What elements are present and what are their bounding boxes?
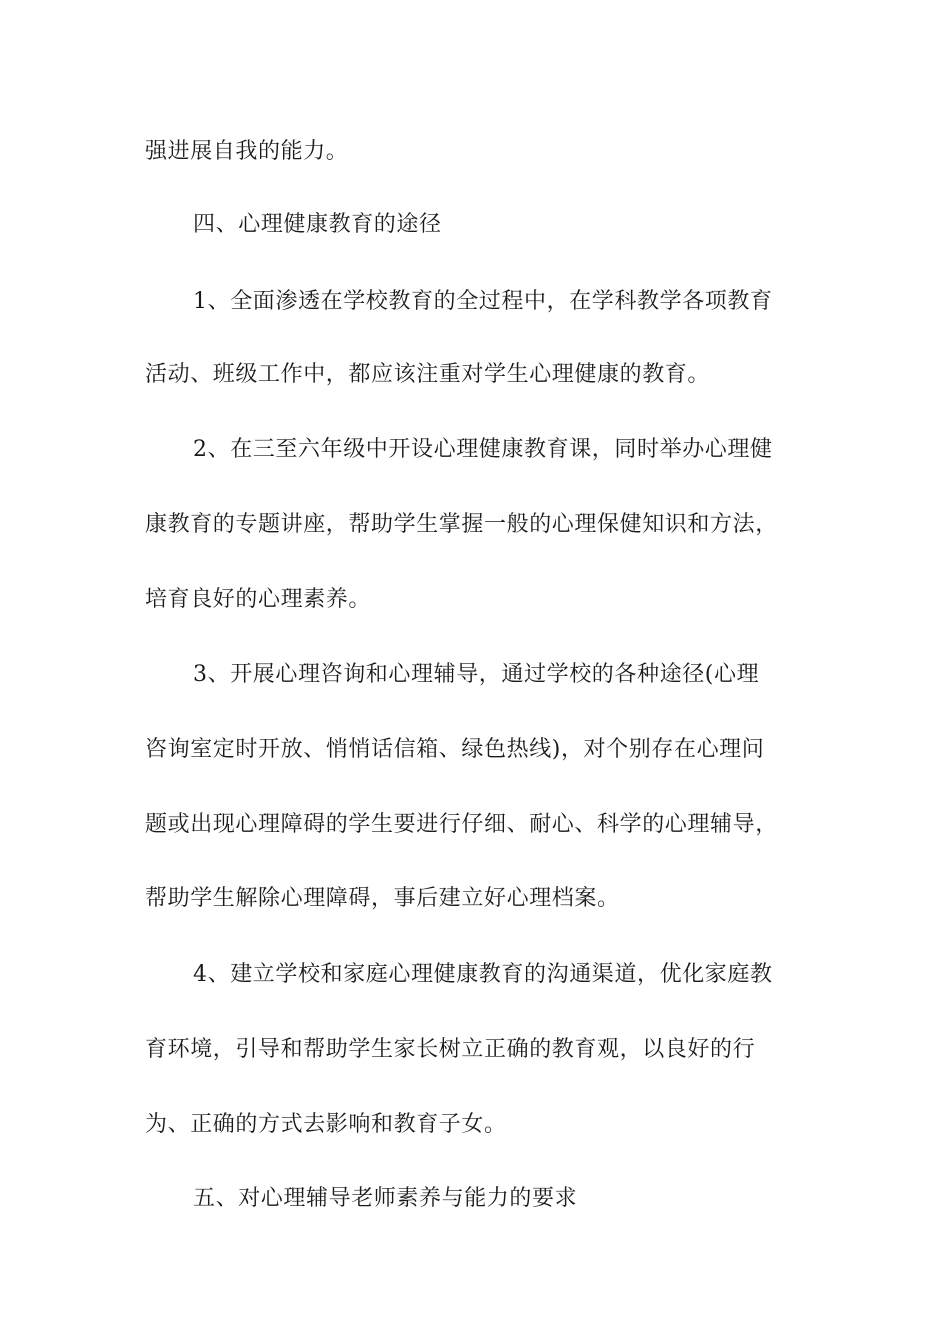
text-line: 强进展自我的能力。 [145, 139, 349, 164]
text-line: 题或出现心理障碍的学生要进行仔细、耐心、科学的心理辅导， [145, 812, 778, 837]
text-line: 为、正确的方式去影响和教育子女。 [145, 1112, 507, 1137]
text-line: 帮助学生解除心理障碍，事后建立好心理档案。 [145, 886, 620, 911]
text-line: 4、建立学校和家庭心理健康教育的沟通渠道，优化家庭教 [193, 962, 773, 987]
text-line: 培育良好的心理素养。 [145, 587, 372, 612]
text-line: 2、在三至六年级中开设心理健康教育课，同时举办心理健 [193, 437, 773, 462]
text-line: 活动、班级工作中，都应该注重对学生心理健康的教育。 [145, 362, 711, 387]
text-line: 咨询室定时开放、悄悄话信箱、绿色热线)，对个别存在心理问 [145, 737, 765, 762]
text-line: 1、全面渗透在学校教育的全过程中，在学科教学各项教育 [193, 289, 773, 314]
text-line: 康教育的专题讲座，帮助学生掌握一般的心理保健知识和方法， [145, 512, 778, 537]
text-line: 3、开展心理咨询和心理辅导，通过学校的各种途径(心理 [193, 662, 760, 687]
section-heading: 四、心理健康教育的途径 [193, 212, 442, 237]
text-line: 育环境，引导和帮助学生家长树立正确的教育观，以良好的行 [145, 1037, 756, 1062]
section-heading: 五、对心理辅导老师素养与能力的要求 [193, 1186, 578, 1211]
